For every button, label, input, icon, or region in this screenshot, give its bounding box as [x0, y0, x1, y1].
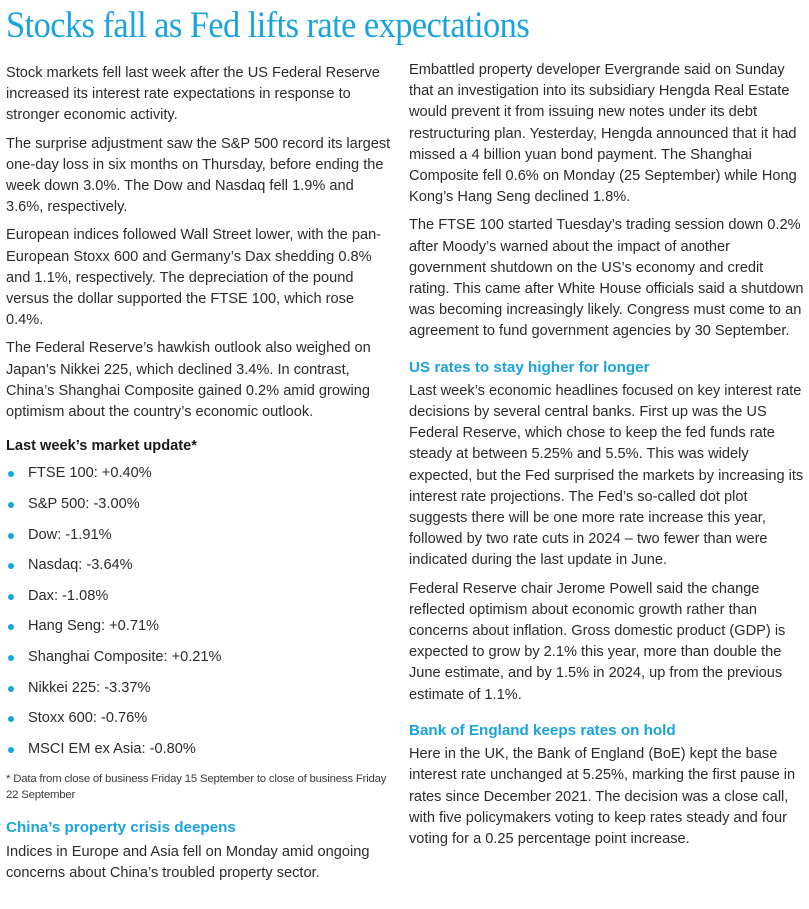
market-update-heading: Last week’s market update* [6, 438, 197, 455]
market-item-text: Dax: -1.08% [28, 587, 109, 604]
powell-paragraph: Federal Reserve chair Jerome Powell said the change reflected optimism about economic growth rather than concerns about inflation. Gross domestic product (GDP) is expected to grow by 2.1% this year, more than double the June estimate, and by 1.5% in 2024, up from the previous estimate of 1.1%. [409, 580, 786, 703]
market-item-text: Hang Seng: +0.71% [28, 618, 160, 635]
us-section-heading: US rates to stay higher for longer [409, 358, 650, 376]
bullet-icon [8, 686, 14, 692]
article-title: Stocks fall as Fed lifts rate expectations [6, 5, 530, 46]
china-paragraph: Indices in Europe and Asia fell on Monday amid ongoing concerns about China’s troubled property sector. [6, 843, 370, 881]
bullet-icon [8, 716, 14, 722]
market-item-text: Shanghai Composite: +0.21% [28, 649, 222, 666]
europe-paragraph: European indices followed Wall Street lower, with the pan-European Stoxx 600 and Germany’s Dax shedding 0.8% and 1.1%, respectively. The depreciation of the pound versus the dollar supported the FTSE 100, which rose 0.4%. [6, 227, 382, 329]
right-column [409, 60, 804, 857]
market-item-text: Dow: -1.91% [28, 526, 112, 543]
market-item-text: Stoxx 600: -0.76% [28, 710, 148, 727]
ftse-paragraph: The FTSE 100 started Tuesday’s trading session down 0.2% after Moody’s warned about the impact of another government shutdown on the US’s economy and credit rating. This came after White House officials said a shutdown was becoming increasingly likely. Congress must come to an agreement to fund government agencies by 30 September. [409, 217, 804, 340]
boe-section-heading: Bank of England keeps rates on hold [409, 721, 676, 739]
market-update-footnote: * Data from close of business Friday 15 September to close of business Friday 22 September [6, 773, 387, 802]
list-item [6, 616, 394, 647]
market-item-text: Nasdaq: -3.64% [28, 557, 133, 574]
boe-paragraph: Here in the UK, the Bank of England (BoE) kept the base interest rate unchanged at 5.25%, marking the first pause in rates since December 2021. The decision was a close call, with five policymakers voting to keep rates steady and four voting for a 0.25 percentage point increase. [409, 746, 796, 847]
list-item [6, 647, 394, 678]
list-item [6, 708, 394, 739]
list-item [6, 555, 394, 586]
evergrande-paragraph: Embattled property developer Evergrande said on Sunday that an investigation into its subsidiary Hengda Real Estate would prevent it from issuing new notes under its debt restructuring plan. Yesterday, Hengda announced that it had missed a 4 billion yuan bond payment. The Shanghai Composite fell 0.6% on Monday (25 September) while Hong Kong’s Hang Seng declined 1.8%. [409, 62, 797, 206]
bullet-icon [8, 594, 14, 600]
list-item [6, 463, 394, 494]
bullet-icon [8, 747, 14, 753]
market-item-text: FTSE 100: +0.40% [28, 465, 152, 482]
bullet-icon [8, 624, 14, 630]
market-update-list [6, 463, 394, 769]
market-item-text: S&P 500: -3.00% [28, 496, 140, 513]
bullet-icon [8, 563, 14, 569]
market-item-text: Nikkei 225: -3.37% [28, 679, 151, 696]
sp500-paragraph: The surprise adjustment saw the S&P 500 record its largest one-day loss in six months on Thursday, before ending the week down 3.0%. The Dow and Nasdaq fell 1.9% and 3.6%, respectively. [6, 135, 391, 216]
list-item [6, 678, 394, 709]
bullet-icon [8, 533, 14, 539]
bullet-icon [8, 502, 14, 508]
asia-paragraph: The Federal Reserve’s hawkish outlook also weighed on Japan’s Nikkei 225, which declined 3.4%. In contrast, China’s Shanghai Composite gained 0.2% amid growing optimism about the country’s economic outlook. [6, 340, 371, 421]
bullet-icon [8, 655, 14, 661]
china-section-heading: China’s property crisis deepens [6, 819, 236, 837]
left-column [6, 63, 394, 891]
list-item [6, 586, 394, 617]
market-item-text: MSCI EM ex Asia: -0.80% [28, 740, 196, 757]
list-item [6, 525, 394, 556]
intro-paragraph: Stock markets fell last week after the US Federal Reserve increased its interest rate expectations in response to stronger economic activity. [6, 65, 380, 124]
list-item [6, 494, 394, 525]
bullet-icon [8, 471, 14, 477]
list-item [6, 739, 394, 770]
us-rates-paragraph: Last week’s economic headlines focused on key interest rate decisions by several central banks. First up was the US Federal Reserve, which chose to keep the fed funds rate steady at between 5.25% and 5.5%. This was widely expected, but the Fed surprised the markets by increasing its interest rate projections. The Fed’s so-called dot plot suggests there will be one more rate increase this year, followed by two rate cuts in 2024 – two fewer than were indicated during the last update in June. [409, 382, 804, 569]
